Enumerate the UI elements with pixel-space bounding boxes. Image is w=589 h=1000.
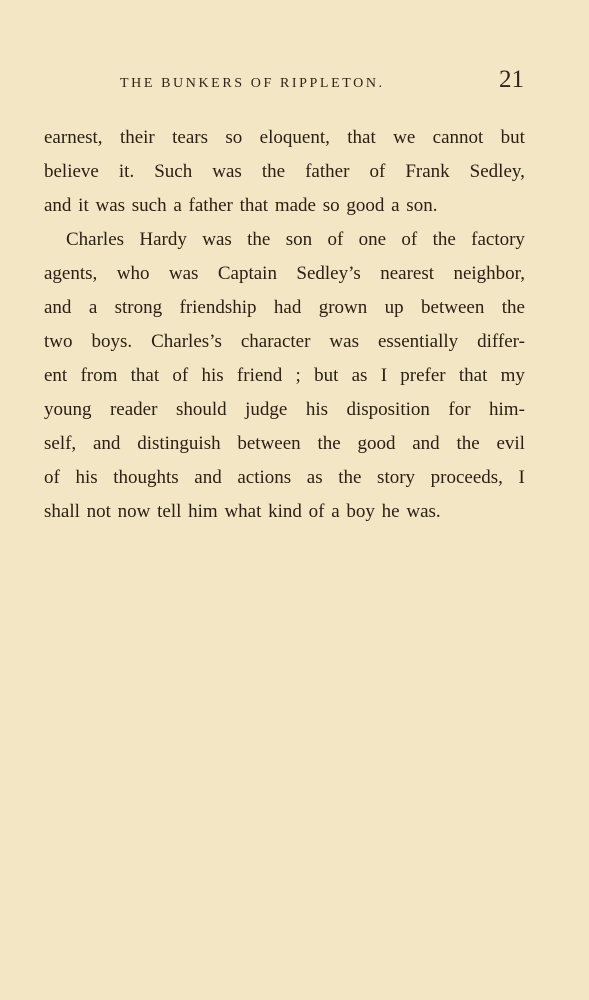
word: that <box>130 365 160 386</box>
word: boys. <box>91 331 133 352</box>
word: father <box>305 161 350 182</box>
word: believe <box>44 161 99 182</box>
text-line <box>44 155 525 189</box>
word: strong <box>114 297 163 318</box>
word: Charles <box>66 229 125 250</box>
word: the <box>261 161 286 182</box>
text-line <box>44 121 525 155</box>
word: agents, <box>44 263 98 284</box>
word: so <box>225 127 243 148</box>
word: and <box>44 297 72 318</box>
word: actions <box>237 467 292 488</box>
word: character <box>240 331 311 352</box>
running-title: THE BUNKERS OF RIPPLETON. <box>120 76 385 91</box>
text-line: and it was such a father that made so good a son. <box>44 195 438 216</box>
word: evil <box>496 433 525 454</box>
word: proceeds, <box>430 467 503 488</box>
text-line <box>44 291 525 325</box>
word: story <box>377 467 416 488</box>
word: differ- <box>477 331 525 352</box>
body-text <box>44 121 525 529</box>
word: ; <box>295 365 301 386</box>
text-line <box>44 393 525 427</box>
word: nearest <box>380 263 435 284</box>
word: cannot <box>432 127 484 148</box>
word: and <box>412 433 440 454</box>
word: of <box>327 229 344 250</box>
word: Hardy <box>139 229 187 250</box>
word: grown <box>318 297 368 318</box>
word: the <box>432 229 456 250</box>
word: prefer <box>400 365 446 386</box>
word: son <box>285 229 313 250</box>
word: ent <box>44 365 68 386</box>
word: that <box>347 127 376 148</box>
word: a <box>88 297 98 318</box>
word: earnest, <box>44 127 103 148</box>
word: him- <box>489 399 525 420</box>
word: his <box>75 467 98 488</box>
word: Sedley, <box>469 161 525 182</box>
running-head <box>44 64 524 100</box>
word: the <box>317 433 341 454</box>
word: we <box>393 127 416 148</box>
word: that <box>458 365 488 386</box>
word: thoughts <box>113 467 179 488</box>
word: disposition <box>346 399 430 420</box>
word: and <box>194 467 222 488</box>
word: his <box>201 365 224 386</box>
page-number: 21 <box>499 66 524 93</box>
word: I <box>518 467 525 488</box>
word: as <box>351 365 368 386</box>
text-line <box>44 359 525 393</box>
word: tears <box>172 127 209 148</box>
word: Captain <box>217 263 277 284</box>
word: of <box>369 161 386 182</box>
word: the <box>456 433 480 454</box>
text-line <box>44 427 525 461</box>
word: who <box>116 263 150 284</box>
word: friendship <box>179 297 257 318</box>
word: I <box>380 365 388 386</box>
word: the <box>247 229 271 250</box>
word: up <box>384 297 404 318</box>
word: judge <box>245 399 288 420</box>
word: the <box>338 467 362 488</box>
word: should <box>175 399 227 420</box>
word: between <box>421 297 485 318</box>
word: eloquent, <box>259 127 330 148</box>
text-line <box>44 257 525 291</box>
word: their <box>119 127 155 148</box>
word: neighbor, <box>453 263 525 284</box>
word: but <box>314 365 339 386</box>
word: for <box>448 399 471 420</box>
word: his <box>305 399 328 420</box>
word: essentially <box>377 331 459 352</box>
word: my <box>500 365 525 386</box>
word: Frank <box>405 161 450 182</box>
word: two <box>44 331 73 352</box>
word: it. <box>118 161 135 182</box>
word: good <box>357 433 396 454</box>
word: was <box>202 229 232 250</box>
word: self, <box>44 433 77 454</box>
word: as <box>306 467 323 488</box>
word: was <box>168 263 199 284</box>
text-line: shall not now tell him what kind of a boy he was. <box>44 501 441 522</box>
word: of <box>401 229 418 250</box>
word: and <box>92 433 121 454</box>
word: had <box>273 297 302 318</box>
word: one <box>358 229 387 250</box>
word: from <box>80 365 118 386</box>
word: friend <box>236 365 283 386</box>
word: was <box>212 161 242 182</box>
word: factory <box>471 229 525 250</box>
word: young <box>44 399 92 420</box>
word: was <box>329 331 359 352</box>
text-line <box>44 325 525 359</box>
word: between <box>237 433 301 454</box>
word: Charles’s <box>151 331 222 352</box>
word: distinguish <box>137 433 221 454</box>
word: Such <box>154 161 193 182</box>
word: Sedley’s <box>296 263 361 284</box>
word: but <box>500 127 525 148</box>
word: of <box>172 365 189 386</box>
word: of <box>44 467 60 488</box>
text-line <box>44 223 525 257</box>
word: reader <box>109 399 158 420</box>
text-line <box>44 461 525 495</box>
word: the <box>501 297 525 318</box>
